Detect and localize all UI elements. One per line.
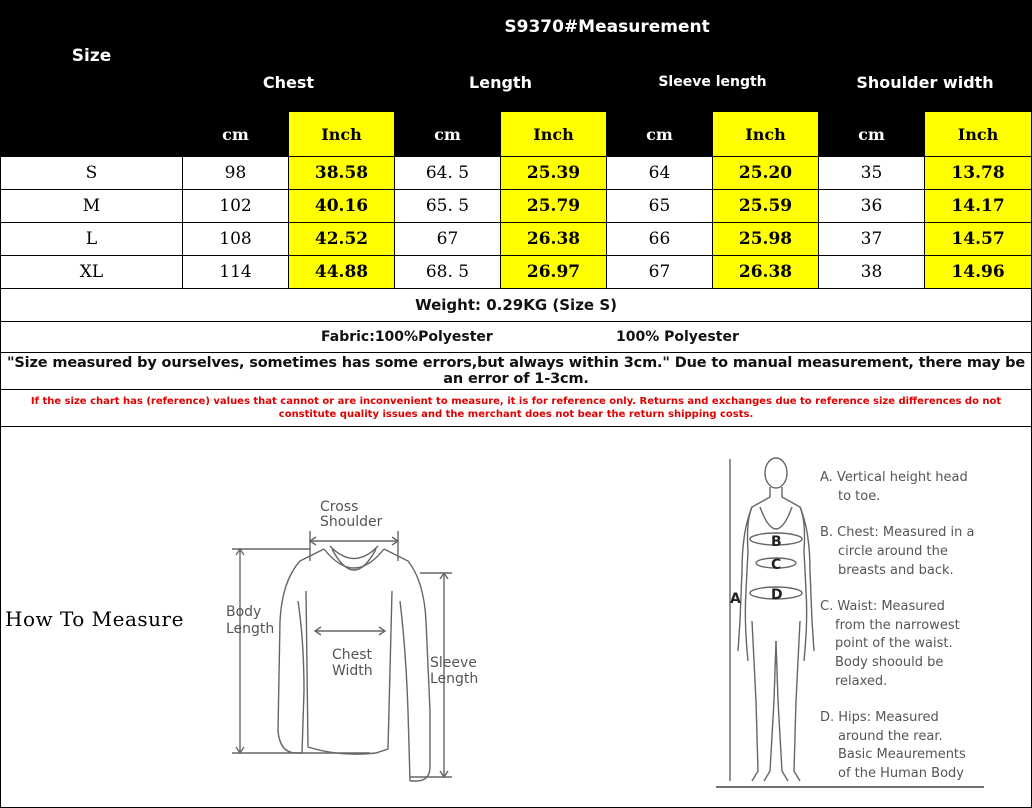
size-cell: S: [1, 157, 183, 190]
body-note-b: circle around the: [838, 544, 948, 559]
length-cm-cell: 64. 5: [395, 157, 501, 190]
table-row: [1, 157, 1032, 190]
body-note-b: breasts and back.: [838, 563, 954, 578]
table-row: [1, 256, 1032, 289]
note-row: [1, 353, 1032, 390]
warning-line-1: If the size chart has (reference) values that cannot or are inconvenient to measure, it is for reference only. Returns and exchanges due to reference size differences do not: [30, 396, 1002, 407]
size-cell: L: [1, 223, 183, 256]
warning-text: [1, 390, 1032, 427]
chest-inch-cell: 40.16: [289, 190, 395, 223]
group-length: Length: [395, 53, 607, 112]
body-label-a: A: [730, 591, 741, 607]
shoulder-cm-cell: 37: [819, 223, 925, 256]
how-to-measure-section: [0, 431, 1031, 808]
chest-inch-cell: 38.58: [289, 157, 395, 190]
length-inch-cell: 25.79: [501, 190, 607, 223]
body-note-a: to toe.: [838, 489, 881, 504]
fabric-text-secondary: 100% Polyester: [616, 329, 739, 345]
warning-row: [1, 390, 1032, 427]
shoulder-cm-cell: 35: [819, 157, 925, 190]
sleeve-cm-cell: 67: [607, 256, 713, 289]
unit-cm: cm: [819, 112, 925, 157]
unit-cm: cm: [183, 112, 289, 157]
size-cell: M: [1, 190, 183, 223]
shoulder-cm-cell: 38: [819, 256, 925, 289]
body-note-c: relaxed.: [835, 674, 888, 689]
sweater-diagram: [220, 491, 480, 791]
unit-inch: Inch: [925, 112, 1032, 157]
sleeve-cm-cell: 66: [607, 223, 713, 256]
group-shoulder-width: Shoulder width: [819, 53, 1032, 112]
sleeve-cm-cell: 65: [607, 190, 713, 223]
length-inch-cell: 26.97: [501, 256, 607, 289]
chest-cm-cell: 98: [183, 157, 289, 190]
shoulder-inch-cell: 14.17: [925, 190, 1032, 223]
unit-cm: cm: [395, 112, 501, 157]
unit-cm: cm: [607, 112, 713, 157]
body-note-d: of the Human Body: [838, 766, 964, 781]
sleeve-inch-cell: 25.59: [713, 190, 819, 223]
group-sleeve-length: Sleeve length: [607, 53, 819, 112]
body-note-d: D. Hips: Measured: [820, 710, 939, 725]
weight-text: Weight: 0.29KG (Size S): [1, 289, 1032, 322]
length-cm-cell: 65. 5: [395, 190, 501, 223]
length-inch-cell: 25.39: [501, 157, 607, 190]
unit-inch: Inch: [713, 112, 819, 157]
body-length-label: Length: [226, 621, 275, 637]
sleeve-cm-cell: 64: [607, 157, 713, 190]
unit-inch: Inch: [289, 112, 395, 157]
size-cell: XL: [1, 256, 183, 289]
chest-inch-cell: 44.88: [289, 256, 395, 289]
how-to-measure-title: How To Measure: [5, 607, 184, 631]
shoulder-cm-cell: 36: [819, 190, 925, 223]
body-note-c: Body shoould be: [835, 655, 944, 670]
body-note-c: C. Waist: Measured: [820, 599, 945, 614]
chart-title: S9370#Measurement: [183, 1, 1032, 53]
warning-line-2: constitute quality issues and the merchant does not bear the return shipping costs.: [278, 409, 754, 420]
chest-cm-cell: 102: [183, 190, 289, 223]
body-note-c: from the narrowest: [835, 618, 960, 633]
body-label-b: B: [771, 534, 782, 550]
body-note-d: around the rear.: [838, 729, 943, 744]
fabric-text: Fabric:100%Polyester: [321, 329, 493, 345]
measurement-note: "Size measured by ourselves, sometimes has some errors,but always within 3cm." Due to manual measurement, there may be an error of 1-3cm.: [1, 353, 1032, 390]
table-row: [1, 190, 1032, 223]
body-note-b: B. Chest: Measured in a: [820, 525, 975, 540]
chest-cm-cell: 108: [183, 223, 289, 256]
chest-inch-cell: 42.52: [289, 223, 395, 256]
body-length-label: Body: [226, 604, 262, 620]
body-note-c: point of the waist.: [835, 636, 953, 651]
shoulder-inch-cell: 14.57: [925, 223, 1032, 256]
shoulder-inch-cell: 14.96: [925, 256, 1032, 289]
unit-inch: Inch: [501, 112, 607, 157]
sleeve-length-label: Sleeve: [430, 655, 477, 671]
body-label-d: D: [771, 587, 783, 603]
table-row: [1, 223, 1032, 256]
sleeve-inch-cell: 25.20: [713, 157, 819, 190]
weight-row: [1, 289, 1032, 322]
body-label-c: C: [771, 557, 782, 573]
body-diagram: [712, 451, 1022, 801]
cross-shoulder-label: Shoulder: [320, 514, 383, 530]
fabric-row: [1, 322, 1032, 353]
length-cm-cell: 67: [395, 223, 501, 256]
chest-cm-cell: 114: [183, 256, 289, 289]
sleeve-inch-cell: 25.98: [713, 223, 819, 256]
sleeve-inch-cell: 26.38: [713, 256, 819, 289]
chest-width-label: Chest: [332, 647, 373, 663]
body-note-a: A. Vertical height head: [820, 470, 968, 485]
body-note-d: Basic Meaurements: [838, 747, 966, 762]
size-header-spacer: [1, 112, 183, 157]
length-inch-cell: 26.38: [501, 223, 607, 256]
shoulder-inch-cell: 13.78: [925, 157, 1032, 190]
chest-width-label: Width: [332, 663, 373, 679]
group-chest: Chest: [183, 53, 395, 112]
length-cm-cell: 68. 5: [395, 256, 501, 289]
cross-shoulder-label: Cross: [320, 499, 359, 515]
sleeve-length-label: Length: [430, 671, 479, 687]
size-header: Size: [1, 1, 183, 112]
